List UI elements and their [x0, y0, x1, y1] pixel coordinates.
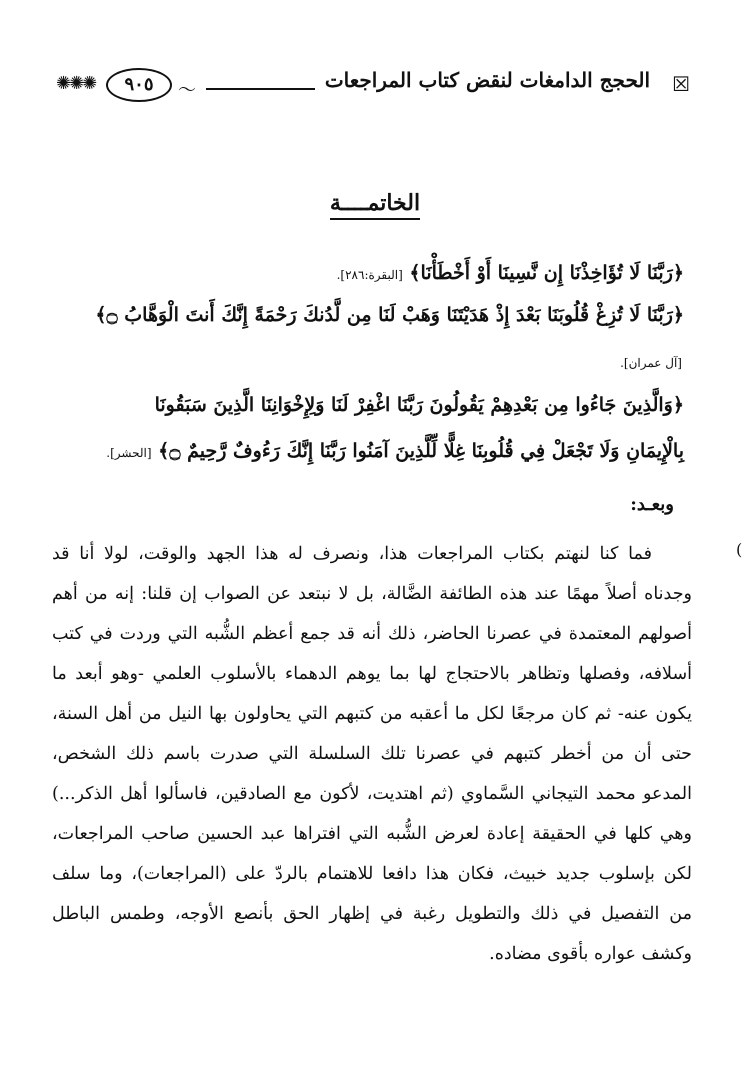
verse-2	[44, 300, 684, 330]
verse-3-text-line-2: بِالْإِيمَانِ وَلَا تَجْعَلْ فِي قُلُوبِنَا غِلًّا لِّلَّذِينَ آمَنُوا رَبَّنَا إِنَّكَ رَءُوفٌ رَّحِيمٌ ۝﴾	[158, 440, 684, 462]
verse-3-line-1	[44, 390, 684, 420]
paragraph-line: وهي كلها في الحقيقة إعادة لعرض الشُّبه التي افتراها عبد الحسين صاحب المراجعات،	[52, 824, 692, 844]
header-swash-icon: 〜	[178, 80, 196, 101]
verse-1-text: ﴿رَبَّنَا لَا تُؤَاخِذْنَا إِن نَّسِينَا أَوْ أَخْطَأْنَا﴾	[409, 262, 684, 284]
paragraph-line: لكن بإسلوب جديد خبيث، فكان هذا دافعا للاهتمام بالردّ على (المراجعات)، وما سلف	[52, 864, 692, 884]
paragraph-line: فما كنا لنهتم بكتاب المراجعات هذا، ونصرف له هذا الجهد والوقت، لولا أنا قد	[52, 544, 652, 564]
paragraph-line: المدعو محمد التيجاني السَّماوي (ثم اهتديت، لأكون مع الصادقين، فاسألوا أهل الذكر...)	[52, 784, 692, 804]
verse-2-text: ﴿رَبَّنَا لَا تُزِغْ قُلُوبَنَا بَعْدَ إِذْ هَدَيْتَنَا وَهَبْ لَنَا مِن لَّدُنكَ رَحْمَةً إِنَّكَ أَنتَ الْوَهَّابُ ۝﴾	[95, 304, 684, 326]
paragraph-line: وكشف عواره بأقوى مضاده.	[489, 944, 692, 964]
paragraph-line: حتى أن من أخطر كتبهم في عصرنا تلك السلسلة التي صدرت باسم ذلك الشخص،	[52, 744, 692, 764]
chapter-title	[0, 190, 750, 216]
paragraph-line: أسلافه، وفصلها وتظاهر بالاحتجاج لها بما يوهم الدهماء بالأسلوب العلمي -وهو أبعد ما	[52, 664, 692, 684]
paragraph-line: وجدناه أصلاً مهمًا عند هذه الطائفة الضَّالة، بل لا نبتعد عن الصواب إن قلنا: إنه من أهم	[52, 584, 692, 604]
paragraph-line: من التفصيل في ذلك والتطويل رغبة في إظهار الحق بأنصع الأوجه، وطمس الباطل	[52, 904, 692, 924]
section-intro-heading: وبعـد:	[630, 494, 674, 515]
running-header	[56, 66, 690, 106]
verse-3-line-2	[44, 436, 684, 468]
verse-1	[64, 258, 684, 290]
verse-3-citation: [الحشر].	[106, 446, 152, 460]
verse-3-text-line-1: ﴿وَالَّذِينَ جَاءُوا مِن بَعْدِهِمْ يَقُولُونَ رَبَّنَا اغْفِرْ لَنَا وَلِإِخْوَانِنَا الَّذِينَ سَبَقُونَا	[154, 394, 684, 416]
chapter-title-text: الخاتمــــة	[330, 190, 420, 220]
margin-mark: (	[736, 540, 743, 559]
header-ornament-right-icon: ☒	[672, 72, 690, 96]
paragraph-line: يكون عنه- ثم كان مرجعًا لكل ما أعقبه من كتبهم التي يحاولون بها النيل من أهل السنة،	[52, 704, 692, 724]
body-paragraph	[52, 534, 692, 974]
page-number: ٩٠٥	[106, 68, 172, 102]
verse-2-citation: [آل عمران].	[620, 356, 682, 370]
header-ornament-left-icon: ✺✺✺	[56, 73, 96, 94]
verse-1-citation: [البقرة:٢٨٦].	[336, 268, 403, 282]
header-title: الحجج الدامغات لنقض كتاب المراجعات	[315, 68, 650, 92]
paragraph-line: أصولهم المعتمدة في عصرنا الحاضر، ذلك أنه قد جمع أعظم الشُّبه التي وردت في كتب	[52, 624, 692, 644]
